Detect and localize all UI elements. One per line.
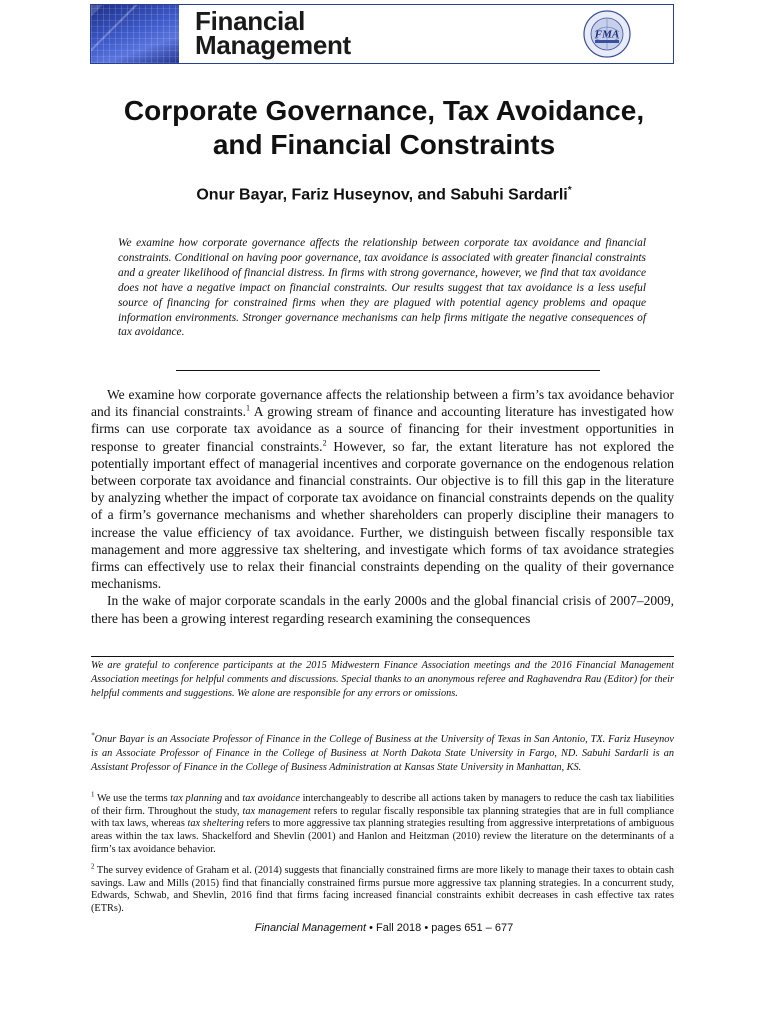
footnote-1-term-tax-management: tax management	[242, 805, 311, 817]
footer-issue-pages: • Fall 2018 • pages 651 – 677	[366, 922, 514, 934]
author-list	[60, 185, 708, 204]
journal-title-line1: Financial	[195, 6, 305, 36]
body-p1-text-c: However, so far, the extant literature has not explored the potentially important effect of managerial incentives and corporate governance on the endogenous relation between corporate tax avoidance and financial constraints. Our objective is to fill this gap in the literature by analyzing whether the impact of corporate tax avoidance on financial constraints depends on the quality of a firm’s governance mechanisms and whether shareholders can properly discipline their managers to increase the value efficiency of tax avoidance. Further, we distinguish between fiscally responsible tax management and more aggressive tax sheltering, and investigate which forms of tax avoidance strategies firms can effectively use to relax their financial constraints depending on the quality of their governance mechanisms.	[91, 438, 674, 592]
paper-title	[60, 94, 708, 162]
body-paragraph-1	[91, 386, 674, 592]
body-p1-text-a: We examine how corporate governance affects the relationship between a firm’s tax avoidance behavior and its financial constraints.	[91, 387, 674, 420]
footnote-ref-2: 2	[322, 438, 327, 448]
body-text	[91, 386, 674, 627]
footnote-divider	[91, 656, 674, 657]
journal-banner	[90, 4, 674, 64]
footer-journal-name: Financial Management	[254, 922, 367, 934]
journal-title	[195, 6, 351, 60]
author-affiliations-note	[91, 733, 674, 775]
footnote-1-text-a: We use the terms	[94, 793, 171, 804]
banner-artwork	[91, 5, 179, 63]
page-footer	[60, 922, 708, 934]
fma-seal-text: FMA	[594, 28, 620, 41]
body-paragraph-2: In the wake of major corporate scandals in the early 2000s and the global financial crisis of 2007–2009, there has been a growing interest regarding research examining the consequences	[91, 593, 674, 626]
footnote-ref-1: 1	[245, 403, 250, 413]
paper-title-line2: and Financial Constraints	[212, 129, 556, 160]
abstract: We examine how corporate governance affects the relationship between corporate tax avoidance and financial constraints. Conditional on having poor governance, tax avoidance is associated with greater financial constraints and a greater likelihood of financial distress. In firms with strong governance, however, we find that tax avoidance does not have a negative impact on financial constraints. Our results suggest that tax avoidance is a less useful source of financing for constrained firms when they are plagued with potential agency problems and opaque information environments. Stronger governance mechanisms can help firms mitigate the negative consequences of tax avoidance.	[118, 237, 646, 339]
footnote-1-term-tax-sheltering: tax sheltering	[187, 818, 244, 830]
footnote-1-text-e: refers to more aggressive tax planning strategies resulting from aggressive interpretations of ambiguous areas within the tax laws. Shackelford and Shevlin (2001) and Hanlon and Heitzman (2010) review the literature on the determinants of a firm’s tax avoidance behavior.	[91, 818, 674, 855]
fma-seal-logo	[583, 10, 631, 58]
footnote-1-text-c: interchangeably to describe all actions taken by managers to reduce the cash tax liabilities of their firm. Throughout the study,	[91, 793, 674, 817]
body-p1-text-b: A growing stream of finance and accounting literature has investigated how firms can use corporate tax avoidance as a source of financing for their investment opportunities in response to greater financial constraints.	[91, 404, 674, 454]
affiliation-text: Onur Bayar is an Associate Professor of Finance in the College of Business at the University of Texas in San Antonio, TX. Fariz Huseynov is an Associate Professor of Finance in the College of Business at North Dakota State University in Fargo, ND. Sabuhi Sardarli is an Assistant Professor of Finance in the College of Business Administration at Kansas State University in Manhattan, KS.	[91, 734, 674, 773]
affiliation-mark: *	[91, 731, 95, 740]
footnote-1-text-d: refers to regular fiscally responsible tax planning strategies that are in full compliance with tax laws, whereas	[91, 805, 674, 830]
footnote-1-text-b: and	[222, 793, 243, 804]
paper-title-line1: Corporate Governance, Tax Avoidance,	[123, 95, 645, 126]
acknowledgment-note: We are grateful to conference participants at the 2015 Midwestern Finance Association meetings and the 2016 Financial Management Association meetings for helpful comments and discussions. Special thanks to an anonymous referee and Raghavendra Rau (Editor) for their helpful comments and suggestions. We alone are responsible for any errors or omissions.	[91, 660, 674, 699]
footnote-2-mark: 2	[91, 862, 95, 871]
author-names: Onur Bayar, Fariz Huseynov, and Sabuhi Sardarli	[196, 186, 568, 204]
journal-title-line2: Management	[195, 30, 351, 60]
footnote-1-term-tax-planning: tax planning	[170, 793, 223, 804]
footnote-1	[91, 790, 674, 857]
footnote-1-term-tax-avoidance: tax avoidance	[242, 793, 300, 804]
footnote-2-text: The survey evidence of Graham et al. (2014) suggests that financially constrained firms are more likely to manage their taxes to obtain cash savings. Law and Mills (2015) find that financially constrained firms pursue more aggressive tax planning strategies. In a concurrent study, Edwards, Schwab, and Shevlin, 2016 find that firms facing increased financial constraints exhibit decreases in cash effective tax rates (ETRs).	[91, 865, 674, 915]
footnote-2	[91, 862, 674, 916]
abstract-divider	[176, 370, 600, 371]
footnote-1-mark: 1	[91, 790, 95, 799]
author-footnote-mark: *	[567, 185, 572, 196]
